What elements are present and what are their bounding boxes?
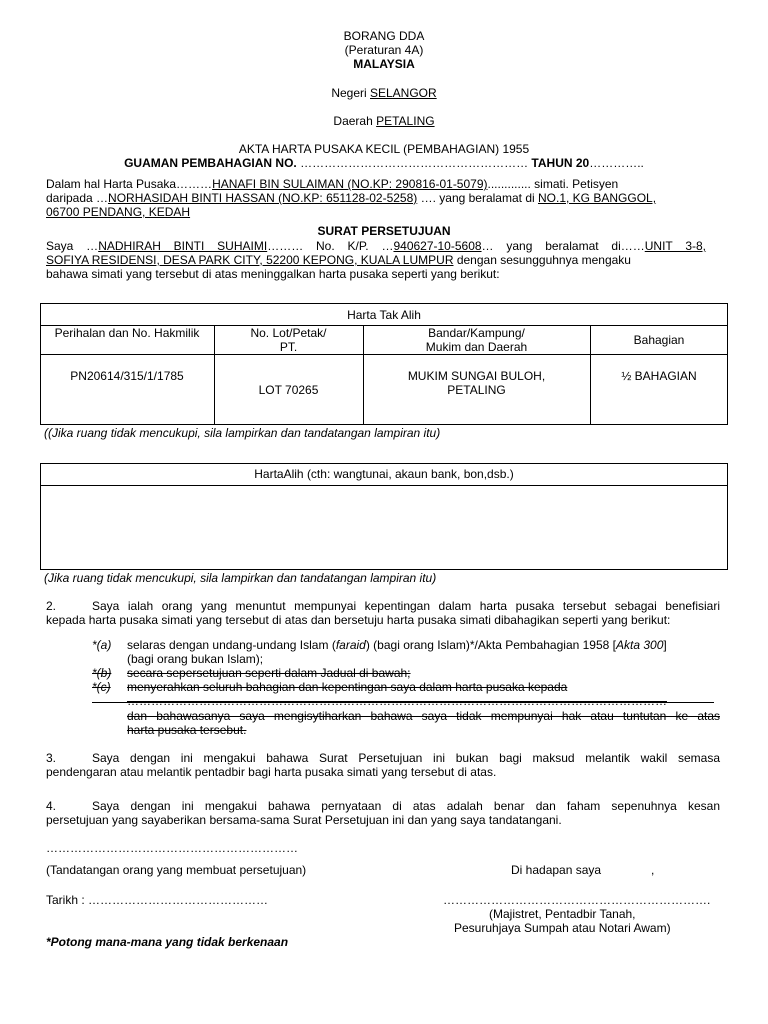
- cell-place-2: PETALING: [447, 383, 506, 397]
- state-value: SELANGOR: [370, 86, 437, 100]
- case-dots: …………………………………………………: [300, 156, 529, 170]
- consent-line-1: [46, 239, 706, 253]
- petitioner-address-1: NO.1, KG BANGGOL,: [538, 191, 657, 205]
- option-text: Akta 300: [616, 638, 664, 652]
- option-c-text: menyerahkan seluruh bahagian dan kepentingan saya dalam harta pusaka kepada: [127, 680, 568, 694]
- clause-4-number: 4.: [46, 799, 57, 813]
- consent-text: dengan sesungguhnya mengaku: [453, 253, 631, 267]
- form-code: BORANG DDA: [343, 29, 425, 43]
- movable-title: HartaAlih (cth: wangtunai, akaun bank, bon,dsb.): [254, 467, 514, 481]
- intro-text: daripada …: [46, 191, 109, 205]
- footnote: *Potong mana-mana yang tidak berkenaan: [46, 935, 289, 949]
- consent-text: ……… No. K/P. …: [267, 239, 394, 253]
- clause-3-line-1: [46, 751, 720, 765]
- clause-2-number: 2.: [46, 599, 57, 613]
- petitioner-address-2: 06700 PENDANG, KEDAH: [46, 205, 191, 219]
- consent-text: … yang beralamat di……: [481, 239, 645, 253]
- intro-text: Dalam hal Harta Pusaka………: [46, 177, 213, 191]
- clause-text: Saya dengan ini mengakui bahawa pernyataan di atas adalah benar dan faham sepenuhnya kesan: [92, 799, 720, 813]
- movable-note: (Jika ruang tidak mencukupi, sila lampirkan dan tandatangan lampiran itu): [44, 571, 437, 585]
- option-a-line-1: [127, 638, 667, 652]
- act-title: AKTA HARTA PUSAKA KECIL (PEMBAHAGIAN) 1955: [238, 142, 530, 156]
- immovable-title: Harta Tak Alih: [347, 308, 421, 322]
- consenter-address-1: UNIT 3-8,: [644, 239, 707, 253]
- consent-line-2: [46, 253, 631, 267]
- intro-line-2: [46, 191, 656, 205]
- clause-3-number: 3.: [46, 751, 57, 765]
- consenter-kp: 940627-10-5608: [393, 239, 482, 253]
- signature-dots: ………………………………………………………: [46, 841, 298, 855]
- clause-4-line-2: persetujuan yang sayaberikan bersama-sama Surat Persetujuan ini dan yang saya tandatangani.: [46, 813, 562, 827]
- district-label: Daerah: [333, 114, 377, 128]
- clause-text: Saya dengan ini mengakui bahawa Surat Persetujuan ini bukan bagi maksud melantik wakil semasa: [92, 751, 720, 765]
- consenter-address-2: SOFIYA RESIDENSI, DESA PARK CITY, 52200 KEPONG, KUALA LUMPUR: [46, 253, 454, 267]
- clause-2-line-1: [46, 599, 720, 613]
- cell-lot: LOT 70265: [258, 383, 319, 397]
- clause-4-line-1: [46, 799, 720, 813]
- col-header-title-no: Perihalan dan No. Hakmilik: [54, 326, 200, 340]
- intro-text: ............. simati. Petisyen: [487, 177, 619, 191]
- consent-line-3: bahawa simati yang tersebut di atas meninggalkan harta pusaka seperti yang berikut:: [46, 267, 500, 281]
- cell-title-no: PN20614/315/1/1785: [70, 369, 184, 383]
- consenter-name: NADHIRAH BINTI SUHAIMI: [98, 239, 268, 253]
- consent-text: Saya …: [46, 239, 99, 253]
- official-title-2: Pesuruhjaya Sumpah atau Notari Awam): [454, 921, 671, 935]
- table-divider: [40, 485, 728, 486]
- consent-title: SURAT PERSETUJUAN: [317, 224, 451, 238]
- clause-2-line-2: kepada harta pusaka simati yang tersebut di atas dan bersetuju harta pusaka simati dibahagikan seperti yang berikut:: [46, 613, 671, 627]
- intro-line-1: [46, 177, 618, 191]
- before-me-comma: ,: [651, 863, 655, 877]
- case-number-line: [0, 156, 768, 170]
- col-header-lot-2: PT.: [279, 340, 298, 354]
- official-title-1: (Majistret, Pentadbir Tanah,: [489, 907, 636, 921]
- option-text: ]: [663, 638, 667, 652]
- option-c-mark: *(c): [92, 680, 111, 694]
- cell-share: ½ BAHAGIAN: [621, 369, 697, 383]
- col-header-place-1: Bandar/Kampung/: [428, 326, 525, 340]
- option-c-line-3: dan bahawasanya saya mengisytiharkan bahawa saya tidak mempunyai hak atau tuntutan ke atas: [127, 709, 720, 723]
- case-year: TAHUN 20: [528, 156, 590, 170]
- before-me-label: Di hadapan saya: [511, 863, 602, 877]
- option-text: ) (bagi orang Islam)*/Akta Pembahagian 1958 [: [365, 638, 616, 652]
- option-a-mark: *(a): [92, 638, 112, 652]
- option-c-line-4: harta pusaka tersebut.: [127, 723, 247, 737]
- regulation: (Peraturan 4A): [344, 43, 424, 57]
- option-b-mark: *(b): [92, 666, 112, 680]
- state-label: Negeri: [331, 86, 370, 100]
- immovable-note: ((Jika ruang tidak mencukupi, sila lampirkan dan tandatangan lampiran itu): [44, 426, 441, 440]
- option-text: faraid: [335, 638, 366, 652]
- col-header-share: Bahagian: [633, 333, 685, 347]
- district-line: [0, 114, 768, 128]
- petitioner-name: NORHASIDAH BINTI HASSAN (NO.KP: 651128-02-5258): [108, 191, 418, 205]
- case-year-dots: …………..: [589, 156, 644, 170]
- option-text: selaras dengan undang-undang Islam (: [127, 638, 336, 652]
- clause-3-line-2: pendengaran atau melantik pentadbir bagi harta pusaka simati yang tersebut di atas.: [46, 765, 497, 779]
- date-line: Tarikh : ………………………………………: [46, 893, 269, 907]
- col-header-place-2: Mukim dan Daerah: [425, 340, 528, 354]
- district-value: PETALING: [376, 114, 435, 128]
- case-prefix: GUAMAN PEMBAHAGIAN NO.: [124, 156, 301, 170]
- intro-text: …. yang beralamat di: [417, 191, 538, 205]
- deceased-name: HANAFI BIN SULAIMAN (NO.KP: 290816-01-5079): [212, 177, 488, 191]
- signature-label: (Tandatangan orang yang membuat persetujuan): [46, 863, 307, 877]
- option-b-text: secara sepersetujuan seperti dalam Jadual di bawah;: [127, 666, 411, 680]
- col-header-lot-1: No. Lot/Petak/: [250, 326, 327, 340]
- official-dots: ………………………………………………………….: [443, 893, 711, 907]
- clause-text: Saya ialah orang yang menuntut mempunyai kepentingan dalam harta pusaka tersebut sebagai benefisiari: [92, 599, 720, 613]
- table-divider: [40, 354, 728, 355]
- country: MALAYSIA: [353, 57, 415, 71]
- state-line: [0, 86, 768, 100]
- option-c-dots: ………………………………………………………………………………………………………………………: [127, 694, 667, 708]
- option-a-line-2: (bagi orang bukan Islam);: [127, 652, 264, 666]
- cell-place-1: MUKIM SUNGAI BULOH,: [407, 369, 546, 383]
